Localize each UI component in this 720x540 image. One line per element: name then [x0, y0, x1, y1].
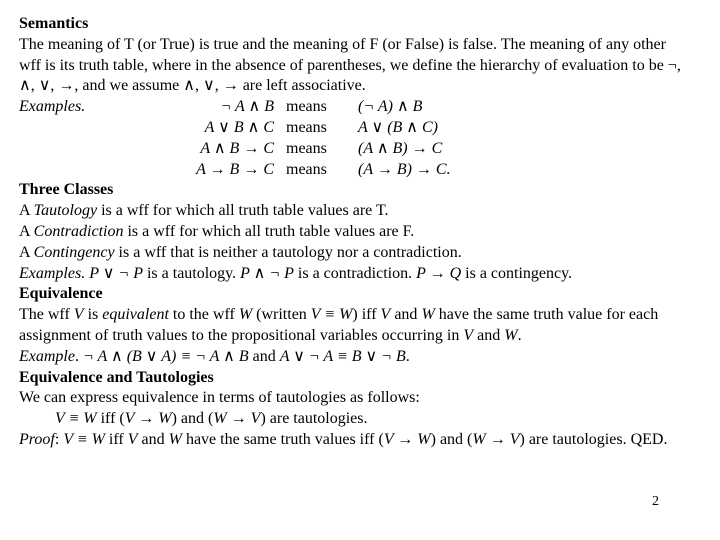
example-means: means [286, 139, 327, 157]
examples-label: Examples. [19, 264, 86, 282]
three-classes-heading: Three Classes [19, 181, 114, 199]
example-rhs: (A ∧ B) → C [358, 139, 443, 157]
example-lhs: A ∨ B ∧ C [204, 118, 274, 136]
equivalent-term: equivalent [102, 306, 169, 324]
example-lhs: ¬ A ∧ B [220, 98, 274, 116]
slide-content [19, 14, 689, 451]
classes-examples: Examples. P ∨ ¬ P is a tautology. P ∧ ¬ P is a contradiction. P → Q is a contingency. [19, 264, 573, 282]
example-means: means [286, 160, 327, 178]
contingency-term: Contingency [33, 243, 115, 261]
proof-paragraph: Proof: V ≡ W iff V and W have the same truth values iff (V → W) and (W → V) are tautologies. QED. [19, 430, 668, 448]
example-label: Example [19, 347, 75, 365]
semantics-heading: Semantics [19, 15, 89, 32]
equivalence-tautologies-heading: Equivalence and Tautologies [19, 368, 214, 386]
proof-label: Proof [19, 430, 55, 448]
equivalence-definition: The wff V is equivalent to the wff W (written V ≡ W) iff V and W have the same truth value for each assignment of truth values to the propositional variables occurring in V and W. [19, 306, 659, 344]
example-means: means [286, 118, 327, 136]
contingency-definition: A Contingency is a wff that is neither a tautology nor a contradiction. [19, 243, 462, 261]
tautology-term: Tautology [33, 202, 98, 220]
semantics-paragraph: The meaning of T (or True) is true and the meaning of F (or False) is false. The meaning of any other wff is its truth table, where in the absence of parentheses, we define the hierarchy of evaluation to be ¬, ∧, ∨, →, and we assume ∧, ∨, → are left associative. [19, 35, 681, 95]
page-number: 2 [652, 494, 659, 509]
example-lhs: A ∧ B → C [200, 139, 274, 157]
equivalence-tautologies-intro: We can express equivalence in terms of tautologies as follows: [19, 389, 420, 407]
tautology-definition: A Tautology is a wff for which all truth table values are T. [19, 202, 389, 220]
contradiction-definition: A Contradiction is a wff for which all truth table values are F. [19, 222, 415, 240]
example-lhs: A → B → C [196, 160, 274, 178]
contradiction-term: Contradiction [33, 222, 124, 240]
semantics-examples-table [19, 97, 689, 180]
example-rhs: (¬ A) ∧ B [358, 98, 423, 116]
equivalence-heading: Equivalence [19, 285, 103, 303]
equivalence-example: Example. ¬ A ∧ (B ∨ A) ≡ ¬ A ∧ B and A ∨ ¬ A ≡ B ∨ ¬ B. [19, 347, 410, 365]
equivalence-statement: V ≡ W iff (V → W) and (W → V) are tautologies. [55, 410, 368, 428]
example-rhs: (A → B) → C. [358, 160, 451, 178]
example-means: means [286, 98, 327, 116]
examples-label: Examples. [19, 98, 86, 116]
example-rhs: A ∨ (B ∧ C) [358, 118, 439, 136]
